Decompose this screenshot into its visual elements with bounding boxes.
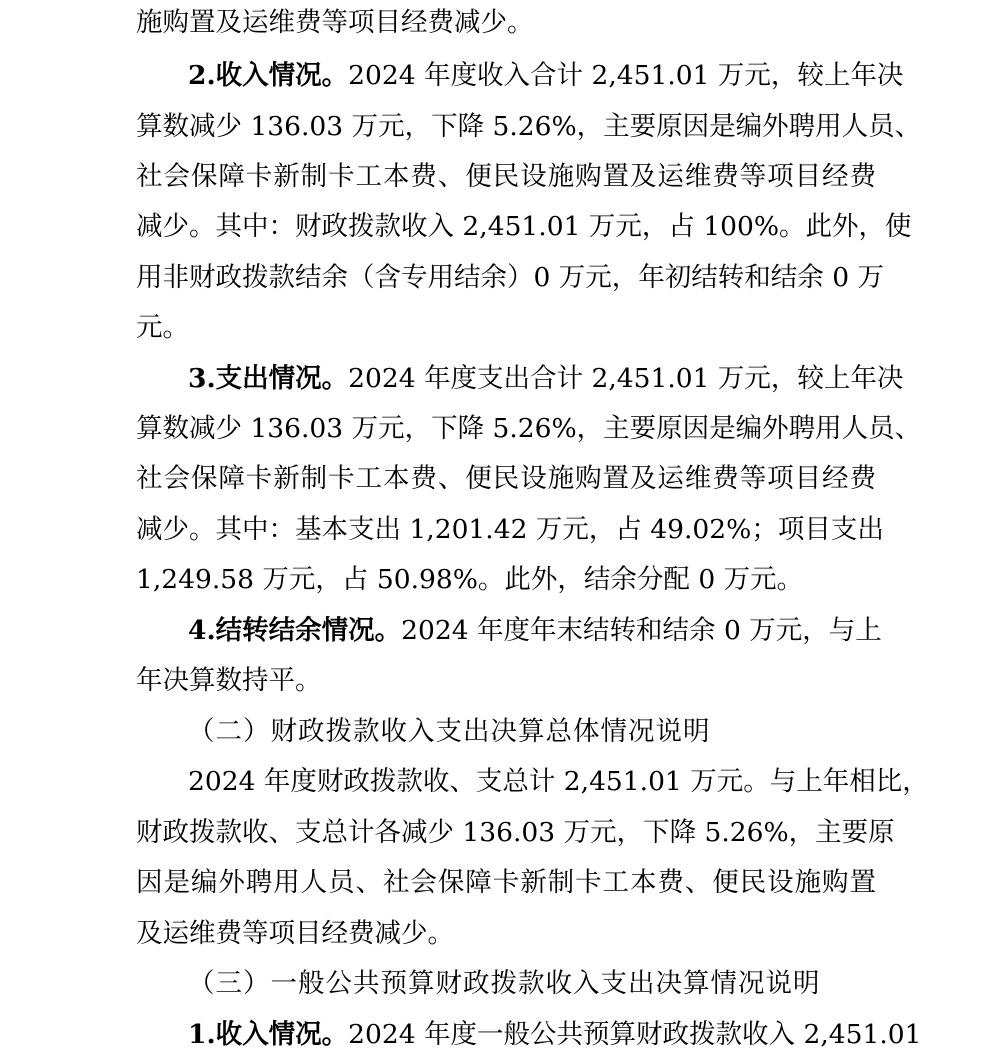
paragraph-line: 施购置及运维费等项目经费减少。	[136, 7, 534, 38]
paragraph-line: 1,249.58 万元，占 50.98%。此外，结余分配 0 万元。	[136, 564, 804, 595]
paragraph-line: 年决算数持平。	[136, 665, 322, 696]
paragraph-line: 减少。其中：基本支出 1,201.42 万元，占 49.02%；项目支出	[136, 514, 884, 545]
section-lead: 2.收入情况。	[188, 60, 349, 91]
paragraph-line: 2024 年度财政拨款收、支总计 2,451.01 万元。与上年相比，	[188, 766, 929, 797]
paragraph-line: 社会保障卡新制卡工本费、便民设施购置及运维费等项目经费	[136, 161, 876, 192]
paragraph-line: 算数减少 136.03 万元，下降 5.26%，主要原因是编外聘用人员、	[136, 111, 922, 142]
paragraph-line: 社会保障卡新制卡工本费、便民设施购置及运维费等项目经费	[136, 463, 876, 494]
paragraph-line: 算数减少 136.03 万元，下降 5.26%，主要原因是编外聘用人员、	[136, 413, 922, 444]
section-lead: 1.收入情况。	[188, 1019, 349, 1050]
paragraph-line: 减少。其中：财政拨款收入 2,451.01 万元，占 100%。此外，使	[136, 211, 912, 242]
section-lead: 3.支出情况。	[188, 363, 349, 394]
paragraph-line: 因是编外聘用人员、社会保障卡新制卡工本费、便民设施购置	[136, 867, 876, 898]
section-heading: （三）一般公共预算财政拨款收入支出决算情况说明	[188, 968, 821, 999]
paragraph-line: 元。	[136, 312, 189, 343]
paragraph-line: 3.支出情况。2024 年度支出合计 2,451.01 万元，较上年决	[188, 363, 904, 394]
paragraph-line: 财政拨款收、支总计各减少 136.03 万元，下降 5.26%，主要原	[136, 817, 895, 848]
paragraph-line: 及运维费等项目经费减少。	[136, 918, 454, 949]
paragraph-line: 2.收入情况。2024 年度收入合计 2,451.01 万元，较上年决	[188, 60, 904, 91]
paragraph-line: 用非财政拨款结余（含专用结余）0 万元，年初结转和结余 0 万	[136, 262, 884, 293]
paragraph-line: 1.收入情况。2024 年度一般公共预算财政拨款收入 2,451.01	[188, 1019, 922, 1050]
paragraph-line: 4.结转结余情况。2024 年度年末结转和结余 0 万元，与上	[188, 615, 882, 646]
section-heading: （二）财政拨款收入支出决算总体情况说明	[188, 716, 711, 747]
section-lead: 4.结转结余情况。	[188, 615, 402, 646]
